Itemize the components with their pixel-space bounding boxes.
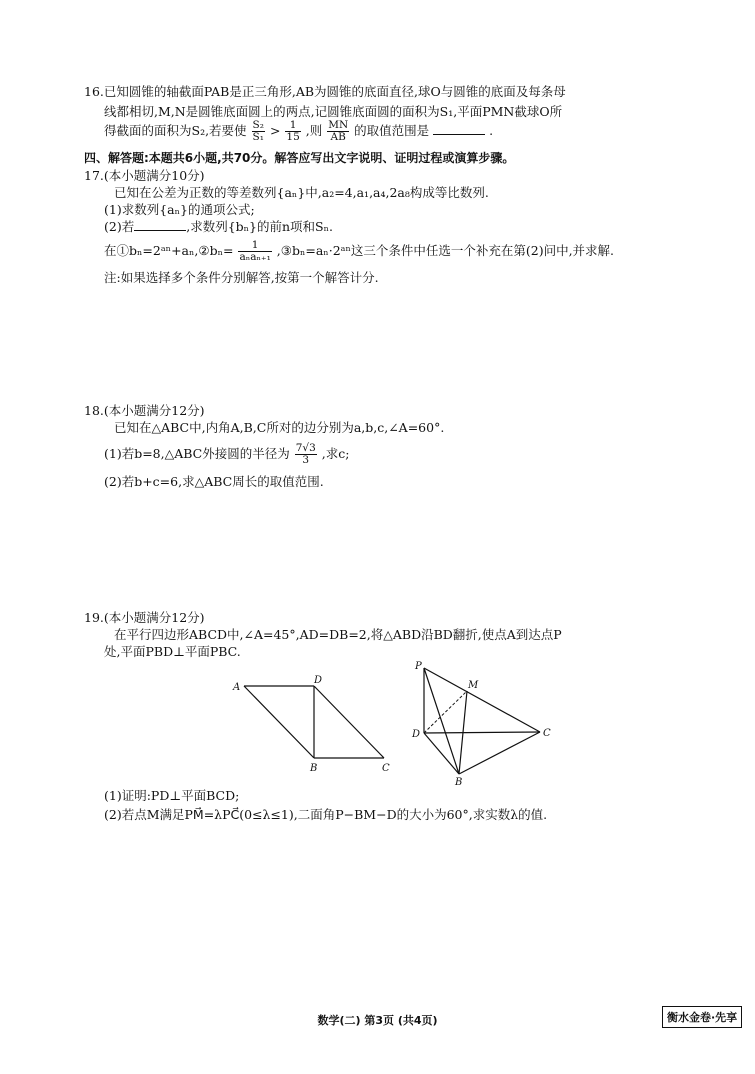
q19-line1: 在平行四边形ABCD中,∠A=45°,AD=DB=2,将△ABD沿BD翻折,使点A到达点P — [114, 627, 562, 642]
q16-text-c: 的取值范围是 — [354, 123, 430, 138]
label-d2: D — [412, 729, 421, 740]
frac-radius — [295, 443, 317, 466]
frac-num: S₂ — [252, 119, 264, 131]
frac-1-15 — [285, 120, 300, 143]
q16-text-a: 得截面的面积为S₂,若要使 — [104, 123, 247, 138]
frac-num: 1 — [238, 240, 271, 252]
frac-den: 3 — [302, 454, 310, 466]
frac-num: 7√3 — [295, 442, 316, 454]
frac-den: 15 — [286, 131, 300, 143]
answer-blank — [433, 123, 485, 135]
q17-line4 — [104, 240, 614, 263]
gt-sign: > — [269, 123, 281, 138]
q19-line4: (2)若点M满足PM⃗=λPC⃗(0≤λ≤1),二面角P−BM−D的大小为60°,求实数λ的值. — [104, 807, 548, 822]
q19-line3: (1)证明:PD⊥平面BCD; — [104, 788, 240, 803]
label-m: M — [468, 680, 479, 691]
q17-l3-a: (2)若 — [104, 219, 135, 234]
brand-label: 衡水金卷·先享 — [662, 1006, 742, 1028]
q16-line1: 16.已知圆锥的轴截面PAB是正三角形,AB为圆锥的底面直径,球O与圆锥的底面及每条母 — [84, 84, 566, 99]
q18-line1: 已知在△ABC中,内角A,B,C所对的边分别为a,b,c,∠A=60°. — [114, 420, 445, 435]
q17-line2: (1)求数列{aₙ}的通项公式; — [104, 202, 255, 217]
q18-l2-a: (1)若b=8,△ABC外接圆的半径为 — [104, 446, 290, 461]
q19-line2: 处,平面PBD⊥平面PBC. — [104, 644, 241, 659]
frac-s2-s1 — [252, 120, 265, 143]
tetrahedron-figure — [404, 658, 564, 786]
label-p: P — [415, 661, 422, 672]
q17-l4-b: ,③bₙ=aₙ·2ᵃⁿ这三个条件中任选一个补充在第(2)问中,并求解. — [276, 243, 615, 258]
frac-den: aₙaₙ₊₁ — [239, 251, 271, 263]
label-d: D — [314, 675, 323, 686]
label-b: B — [310, 763, 318, 774]
q17-head: 17.(本小题满分10分) — [84, 168, 205, 183]
answer-blank — [134, 219, 186, 231]
q18-line2 — [104, 443, 349, 466]
q16-end: . — [489, 123, 494, 138]
q17-line1: 已知在公差为正数的等差数列{aₙ}中,a₂=4,a₁,a₄,2a₈构成等比数列. — [114, 185, 489, 200]
label-c2: C — [543, 728, 551, 739]
q19-head: 19.(本小题满分12分) — [84, 610, 205, 625]
frac-bn — [238, 240, 271, 263]
label-a: A — [233, 682, 241, 693]
q16-text-b: ,则 — [305, 123, 323, 138]
q18-l2-b: ,求c; — [321, 446, 350, 461]
label-b2: B — [455, 777, 463, 786]
frac-mn-ab — [327, 120, 349, 143]
frac-den: AB — [330, 131, 346, 143]
frac-num: 1 — [285, 120, 300, 132]
q17-line5: 注:如果选择多个条件分别解答,按第一个解答计分. — [104, 270, 379, 285]
section-header: 四、解答题:本题共6小题,共70分。解答应写出文字说明、证明过程或演算步骤。 — [84, 151, 515, 165]
q17-line3 — [104, 219, 333, 235]
q18-line3: (2)若b+c=6,求△ABC周长的取值范围. — [104, 474, 324, 489]
q16-line2: 线都相切,M,N是圆锥底面圆上的两点,记圆锥底面圆的面积为S₁,平面PMN截球O所 — [104, 104, 563, 119]
page-footer: 数学(二) 第3页 (共4页) — [317, 1014, 438, 1027]
q17-l3-b: ,求数列{bₙ}的前n项和Sₙ. — [186, 219, 334, 234]
frac-num: MN — [328, 119, 349, 131]
label-c: C — [382, 763, 390, 774]
frac-den: S₁ — [252, 131, 264, 143]
q16-line3 — [104, 120, 493, 143]
parallelogram-figure — [228, 672, 398, 776]
q18-head: 18.(本小题满分12分) — [84, 403, 205, 418]
q17-l4-a: 在①bₙ=2ᵃⁿ+aₙ,②bₙ= — [104, 243, 234, 258]
